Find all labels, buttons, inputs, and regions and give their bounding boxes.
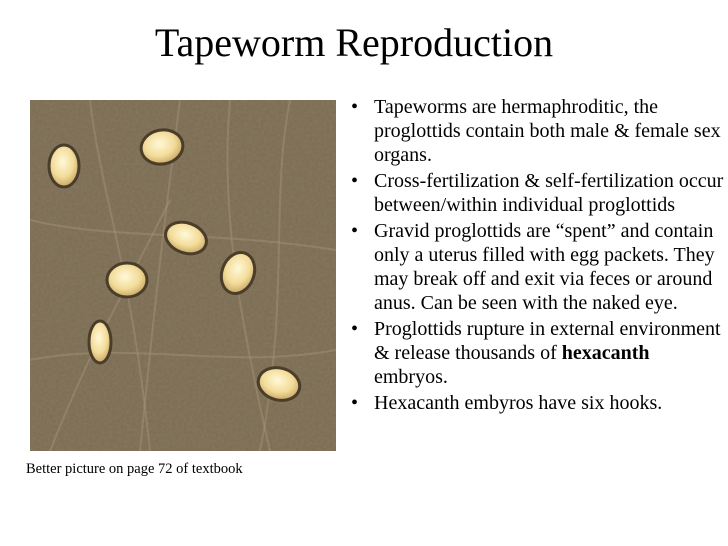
bullet-text-part: embryos. [374,366,448,388]
bullet-item [344,95,724,167]
bullet-item [344,169,724,217]
bullet-item [344,219,724,315]
proglottid-1 [49,145,79,187]
photo-caption: Better picture on page 72 of textbook [26,461,243,477]
proglottid-4 [107,263,147,297]
bullet-icon: • [351,220,359,242]
bullet-icon: • [351,318,359,340]
bullet-list [344,95,724,417]
bullet-icon: • [351,96,359,118]
proglottid-6 [89,321,111,363]
bullet-text-part: Proglottids rupture in external environment & release thousands of [374,318,721,364]
bullet-item [344,391,724,415]
bullet-text: Cross-fertilization & self-fertilization occur between/within individual proglottids [374,170,724,216]
slide-title-text: Tapeworm Reproduction [154,20,554,65]
bullet-text: Hexacanth embyros have six hooks. [374,392,663,414]
slide-title [0,20,728,66]
proglottids-photo-svg [30,100,336,451]
bullet-text: Tapeworms are hermaphroditic, the proglottids contain both male & female sex organs. [374,96,721,166]
bold-term: hexacanth [561,342,650,364]
tapeworm-proglottids-photo [30,100,336,451]
bullet-text [374,318,721,388]
bullet-icon: • [351,170,359,192]
bullet-text: Gravid proglottids are “spent” and contain only a uterus filled with egg packets. They may break off and exit via feces or around anus. Can be seen with the naked eye. [374,220,715,314]
bullet-item [344,317,724,389]
bullet-icon: • [351,392,359,414]
